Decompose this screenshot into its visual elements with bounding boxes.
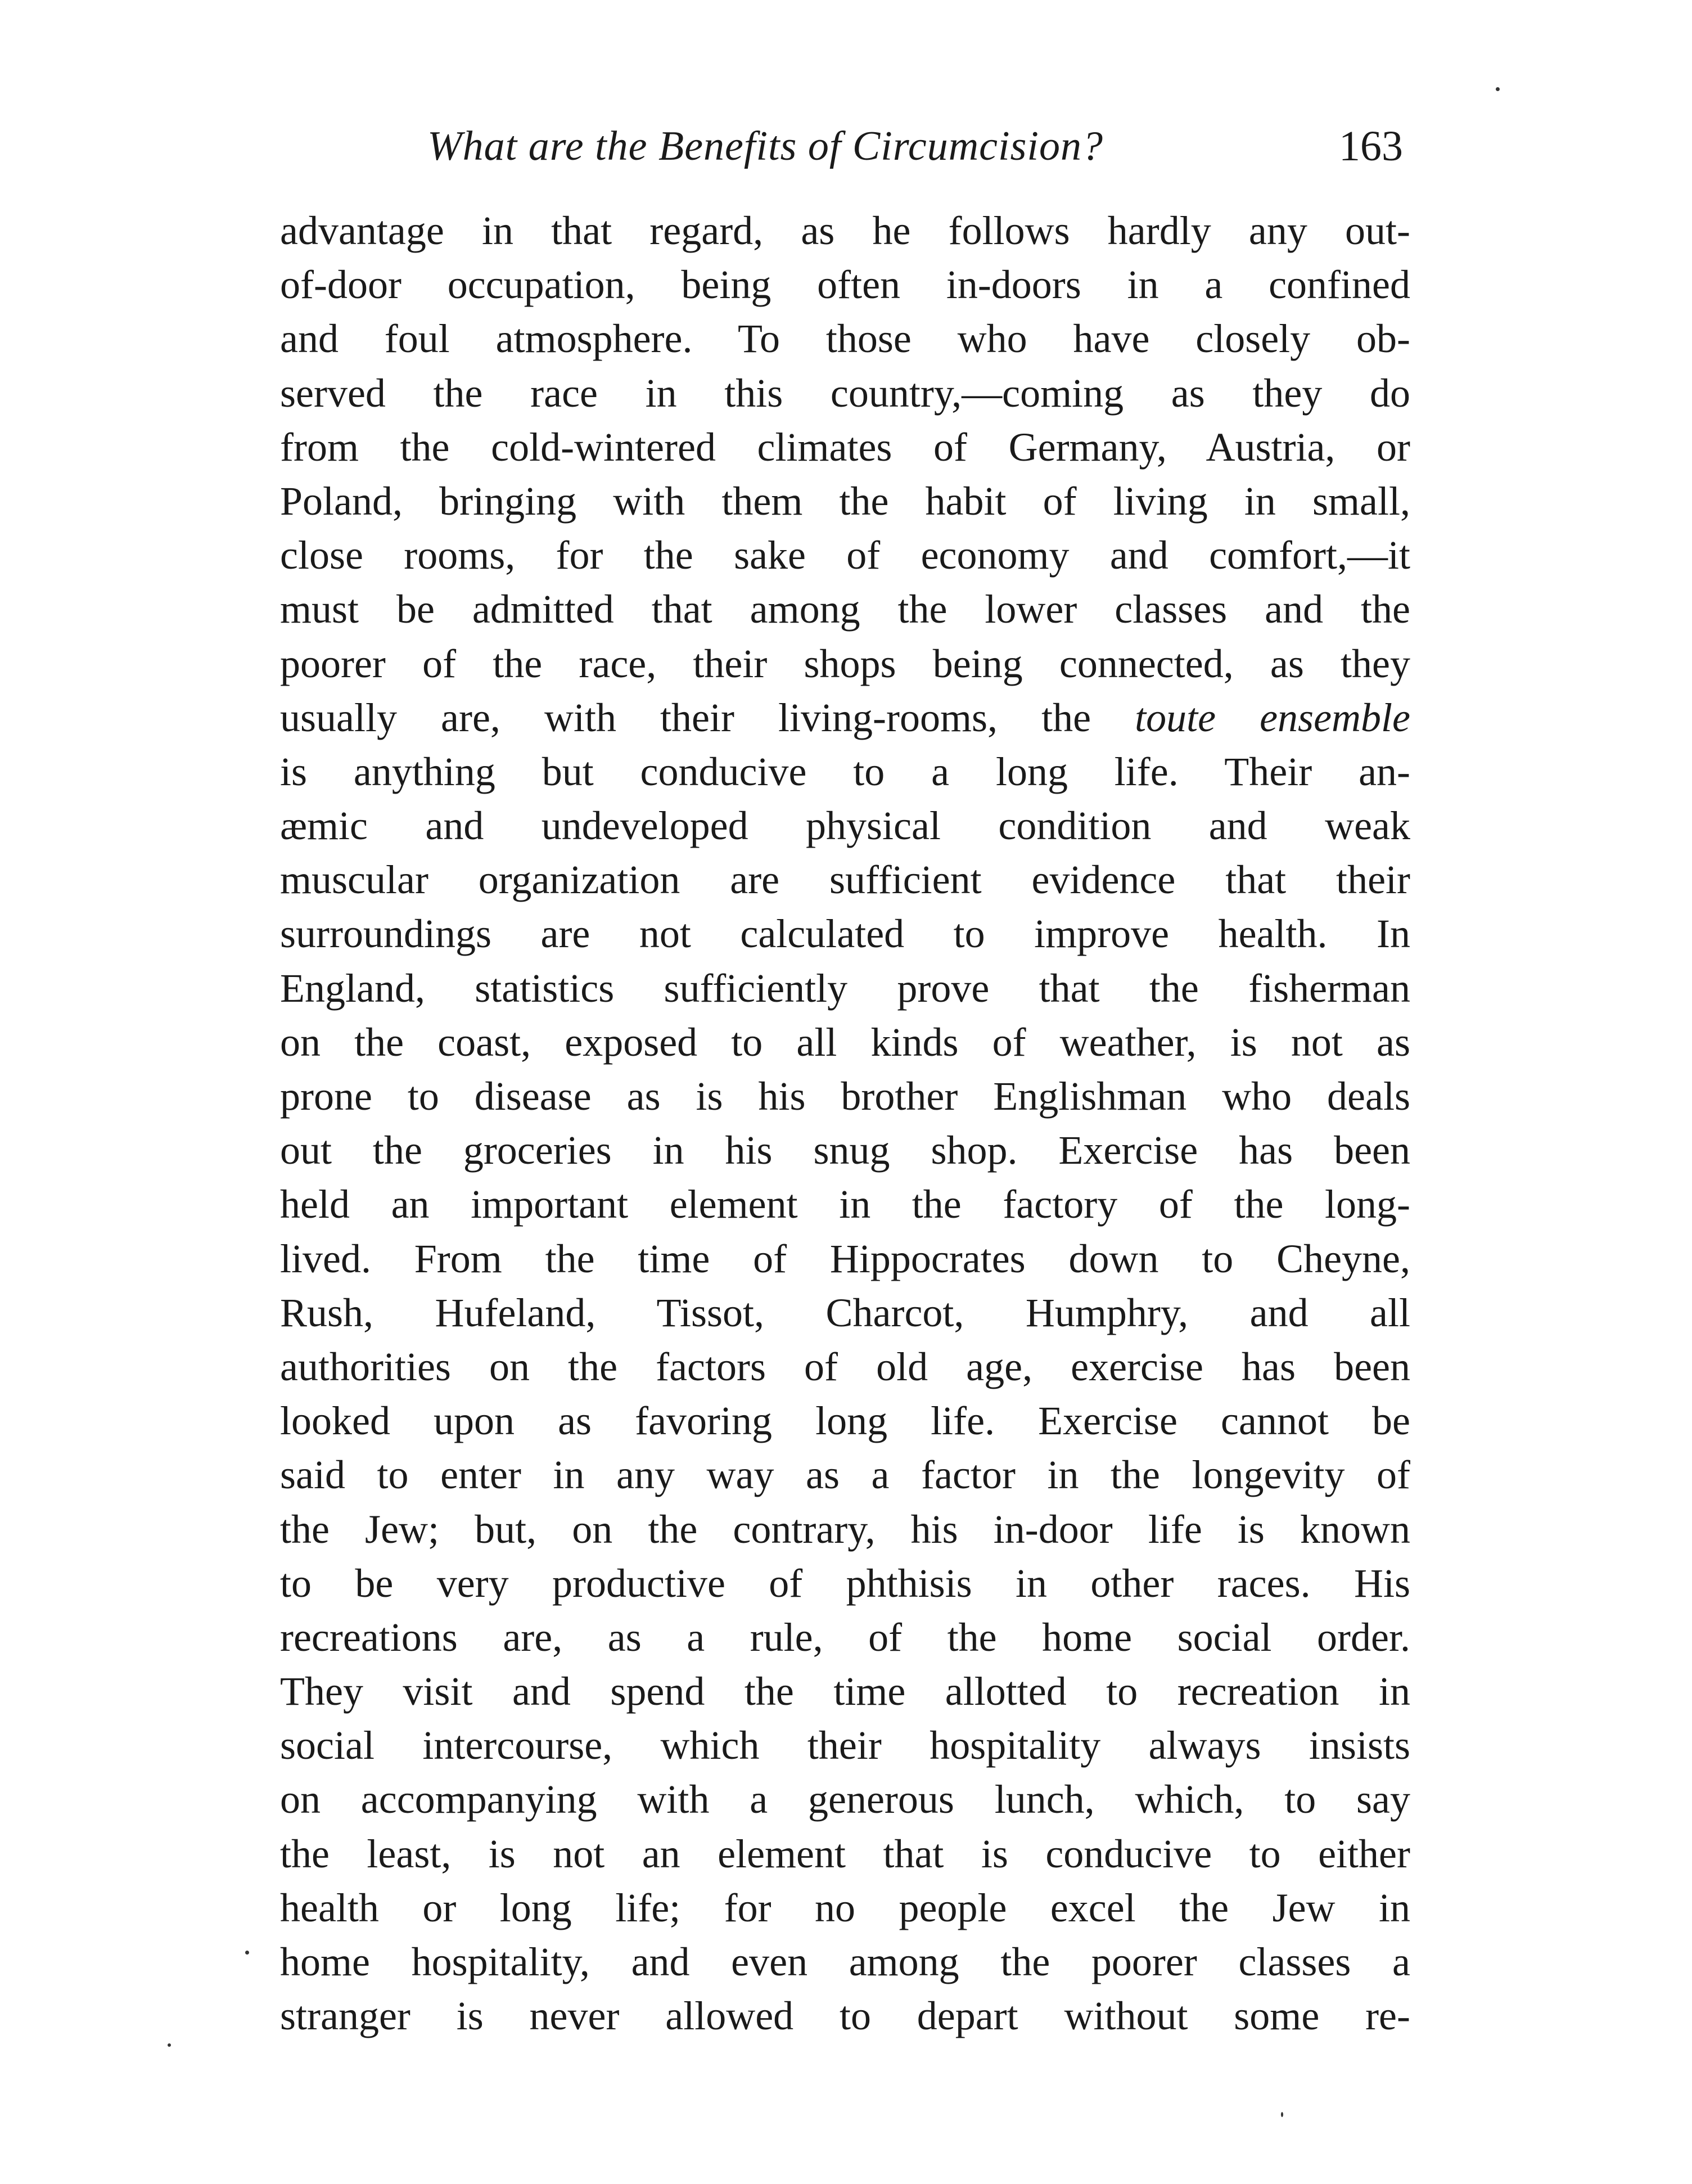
text-line: Poland, bringing with them the habit of living in small, xyxy=(280,478,1410,524)
text-line: They visit and spend the time allotted to recreation in xyxy=(280,1669,1410,1714)
text-line: muscular organization are sufficient evidence that their xyxy=(280,857,1410,903)
text-line: æmic and undeveloped physical condition and weak xyxy=(280,803,1410,849)
scan-speck xyxy=(245,1951,249,1955)
scan-speck xyxy=(168,2043,171,2047)
scan-speck xyxy=(1281,2112,1283,2117)
text-line: on accompanying with a generous lunch, which, to say xyxy=(280,1777,1410,1822)
body-text xyxy=(280,204,1410,2043)
text-line: said to enter in any way as a factor in the longevity of xyxy=(280,1452,1410,1498)
text-line: social intercourse, which their hospitality always insists xyxy=(280,1723,1410,1768)
text-line: and foul atmosphere. To those who have closely ob- xyxy=(280,316,1410,362)
page-header xyxy=(427,115,1403,177)
text-line: advantage in that regard, as he follows hardly any out- xyxy=(280,208,1410,253)
text-line: out the groceries in his snug shop. Exercise has been xyxy=(280,1128,1410,1173)
text-line: authorities on the factors of old age, exercise has been xyxy=(280,1344,1410,1389)
text-line-with-italic xyxy=(280,691,1410,745)
text-line: from the cold-wintered climates of Germany, Austria, or xyxy=(280,424,1410,470)
text-line: England, statistics sufficiently prove that the fisherman xyxy=(280,965,1410,1011)
text-line: health or long life; for no people excel the Jew in xyxy=(280,1885,1410,1930)
text-line: poorer of the race, their shops being connected, as they xyxy=(280,641,1410,686)
text-line: stranger is never allowed to depart without some re- xyxy=(280,1993,1410,2039)
text-line: of-door occupation, being often in-doors in a confined xyxy=(280,262,1410,308)
scan-speck xyxy=(1496,87,1500,91)
text-line: recreations are, as a rule, of the home social order. xyxy=(280,1614,1410,1660)
text-line: lived. From the time of Hippocrates down to Cheyne, xyxy=(280,1236,1410,1281)
text-line: the least, is not an element that is conducive to either xyxy=(280,1831,1410,1876)
text-line: must be admitted that among the lower classes and the xyxy=(280,587,1410,632)
text-line: the Jew; but, on the contrary, his in-door life is known xyxy=(280,1506,1410,1552)
text-line: to be very productive of phthisis in other races. His xyxy=(280,1560,1410,1606)
page-number: 163 xyxy=(1339,123,1403,170)
text-line: close rooms, for the sake of economy and comfort,—it xyxy=(280,533,1410,578)
text-line: surroundings are not calculated to improve health. In xyxy=(280,911,1410,957)
text-segment: usually are, with their living-rooms, the xyxy=(280,695,1135,740)
text-line: home hospitality, and even among the poorer classes a xyxy=(280,1939,1410,1984)
text-line: on the coast, exposed to all kinds of weather, is not as xyxy=(280,1019,1410,1065)
running-title: What are the Benefits of Circumcision? xyxy=(427,123,1103,169)
text-line: prone to disease as is his brother Englishman who deals xyxy=(280,1074,1410,1119)
text-line: held an important element in the factory of the long- xyxy=(280,1182,1410,1227)
text-line: Rush, Hufeland, Tissot, Charcot, Humphry, and all xyxy=(280,1290,1410,1335)
text-line: looked upon as favoring long life. Exercise cannot be xyxy=(280,1398,1410,1444)
italic-phrase: toute ensemble xyxy=(1135,695,1410,740)
text-line: served the race in this country,—coming as they do xyxy=(280,370,1410,416)
text-line: is anything but conducive to a long life. Their an- xyxy=(280,749,1410,794)
